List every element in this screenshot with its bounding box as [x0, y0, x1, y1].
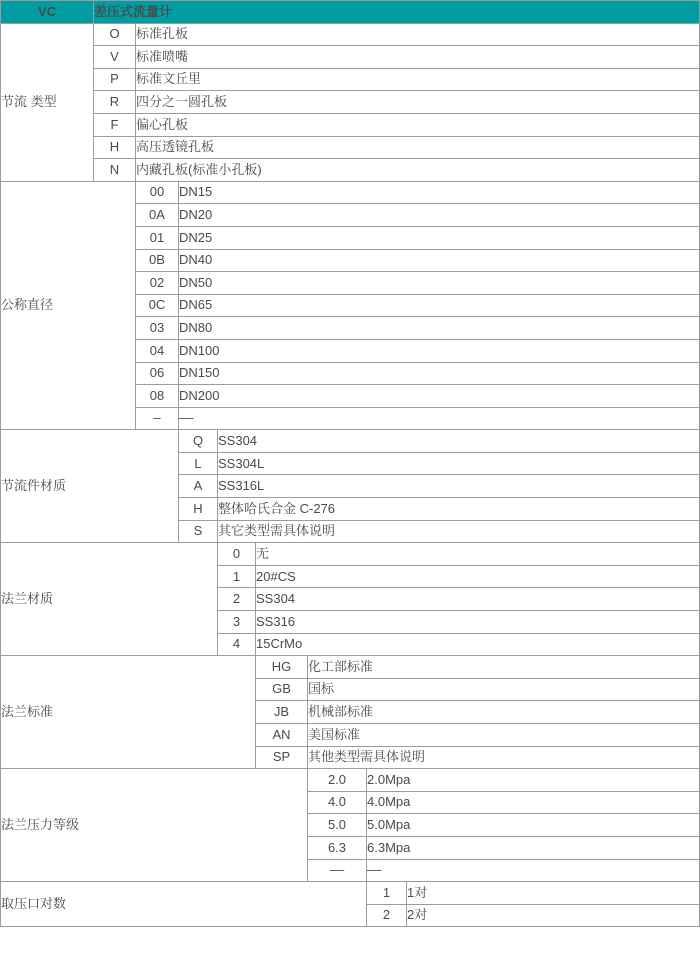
option-description: 标准孔板 — [136, 23, 700, 46]
section-label: 节流件材质 — [1, 430, 179, 543]
option-description: 4.0Mpa — [367, 791, 700, 814]
option-code: 1 — [218, 565, 256, 588]
option-description: DN40 — [179, 249, 700, 272]
option-description: 偏心孔板 — [136, 113, 700, 136]
option-description: DN25 — [179, 226, 700, 249]
spec-row — [1, 68, 700, 91]
option-description: SS316L — [218, 475, 700, 498]
option-code: V — [94, 46, 136, 69]
option-description: –– — [367, 859, 700, 882]
option-code: O — [94, 23, 136, 46]
section-label: 法兰标准 — [1, 656, 256, 769]
option-description: 整体哈氏合金 C-276 — [218, 498, 700, 521]
option-code: 1 — [367, 882, 407, 905]
option-code: AN — [256, 724, 308, 747]
option-code: Q — [179, 430, 218, 453]
option-code: F — [94, 113, 136, 136]
option-description: DN80 — [179, 317, 700, 340]
spec-row — [1, 181, 700, 204]
option-code: R — [94, 91, 136, 114]
option-description: 化工部标准 — [308, 656, 700, 679]
option-code: 0 — [218, 543, 256, 566]
option-code: A — [179, 475, 218, 498]
spec-row — [1, 113, 700, 136]
option-description: 15CrMo — [256, 633, 700, 656]
option-code: 0A — [136, 204, 179, 227]
product-title-header: 差压式流量计 — [94, 1, 700, 24]
option-code: S — [179, 520, 218, 543]
option-description: 高压透镜孔板 — [136, 136, 700, 159]
spec-row — [1, 543, 700, 566]
spec-row — [1, 136, 700, 159]
option-description: 美国标准 — [308, 724, 700, 747]
option-description: DN50 — [179, 272, 700, 295]
option-code: P — [94, 68, 136, 91]
option-description: –– — [179, 407, 700, 430]
option-description: 标准喷嘴 — [136, 46, 700, 69]
option-description: 其它类型需具体说明 — [218, 520, 700, 543]
spec-row — [1, 430, 700, 453]
option-code: 2.0 — [308, 769, 367, 792]
option-code: HG — [256, 656, 308, 679]
option-code: –– — [308, 859, 367, 882]
option-code: – — [136, 407, 179, 430]
option-description: SS304L — [218, 452, 700, 475]
option-description: SS316 — [256, 611, 700, 634]
option-code: H — [179, 498, 218, 521]
model-code-header: VC — [1, 1, 94, 24]
option-description: DN200 — [179, 385, 700, 408]
option-code: 3 — [218, 611, 256, 634]
spec-row — [1, 91, 700, 114]
spec-row — [1, 159, 700, 182]
option-code: 03 — [136, 317, 179, 340]
option-description: 6.3Mpa — [367, 836, 700, 859]
option-code: GB — [256, 678, 308, 701]
option-description: DN20 — [179, 204, 700, 227]
option-description: 国标 — [308, 678, 700, 701]
option-description: 标准文丘里 — [136, 68, 700, 91]
option-description: SS304 — [218, 430, 700, 453]
section-label: 取压口对数 — [1, 882, 367, 927]
option-description: DN65 — [179, 294, 700, 317]
option-code: 2 — [367, 904, 407, 927]
option-code: SP — [256, 746, 308, 769]
section-label: 法兰材质 — [1, 543, 218, 656]
option-description: 其他类型需具体说明 — [308, 746, 700, 769]
option-code: 06 — [136, 362, 179, 385]
section-label: 法兰压力等级 — [1, 769, 308, 882]
option-code: 4 — [218, 633, 256, 656]
option-code: 0C — [136, 294, 179, 317]
option-code: 02 — [136, 272, 179, 295]
section-label: 公称直径 — [1, 181, 136, 430]
option-description: 5.0Mpa — [367, 814, 700, 837]
option-code: 6.3 — [308, 836, 367, 859]
option-code: JB — [256, 701, 308, 724]
option-description: 20#CS — [256, 565, 700, 588]
spec-row — [1, 23, 700, 46]
header-row — [1, 1, 700, 24]
spec-table-body — [1, 1, 700, 927]
option-code: 0B — [136, 249, 179, 272]
option-code: N — [94, 159, 136, 182]
option-description: 无 — [256, 543, 700, 566]
option-code: 01 — [136, 226, 179, 249]
option-description: 1对 — [407, 882, 700, 905]
option-description: DN100 — [179, 339, 700, 362]
option-code: 4.0 — [308, 791, 367, 814]
spec-row — [1, 769, 700, 792]
option-code: 00 — [136, 181, 179, 204]
option-description: 机械部标准 — [308, 701, 700, 724]
option-description: SS304 — [256, 588, 700, 611]
option-description: DN15 — [179, 181, 700, 204]
section-label: 节流 类型 — [1, 23, 94, 181]
option-description: DN150 — [179, 362, 700, 385]
option-code: H — [94, 136, 136, 159]
spec-row — [1, 46, 700, 69]
option-code: 08 — [136, 385, 179, 408]
option-code: L — [179, 452, 218, 475]
option-description: 四分之一圆孔板 — [136, 91, 700, 114]
option-code: 2 — [218, 588, 256, 611]
option-description: 2对 — [407, 904, 700, 927]
spec-row — [1, 656, 700, 679]
option-description: 内藏孔板(标准小孔板) — [136, 159, 700, 182]
spec-row — [1, 882, 700, 905]
option-code: 5.0 — [308, 814, 367, 837]
option-code: 04 — [136, 339, 179, 362]
option-description: 2.0Mpa — [367, 769, 700, 792]
